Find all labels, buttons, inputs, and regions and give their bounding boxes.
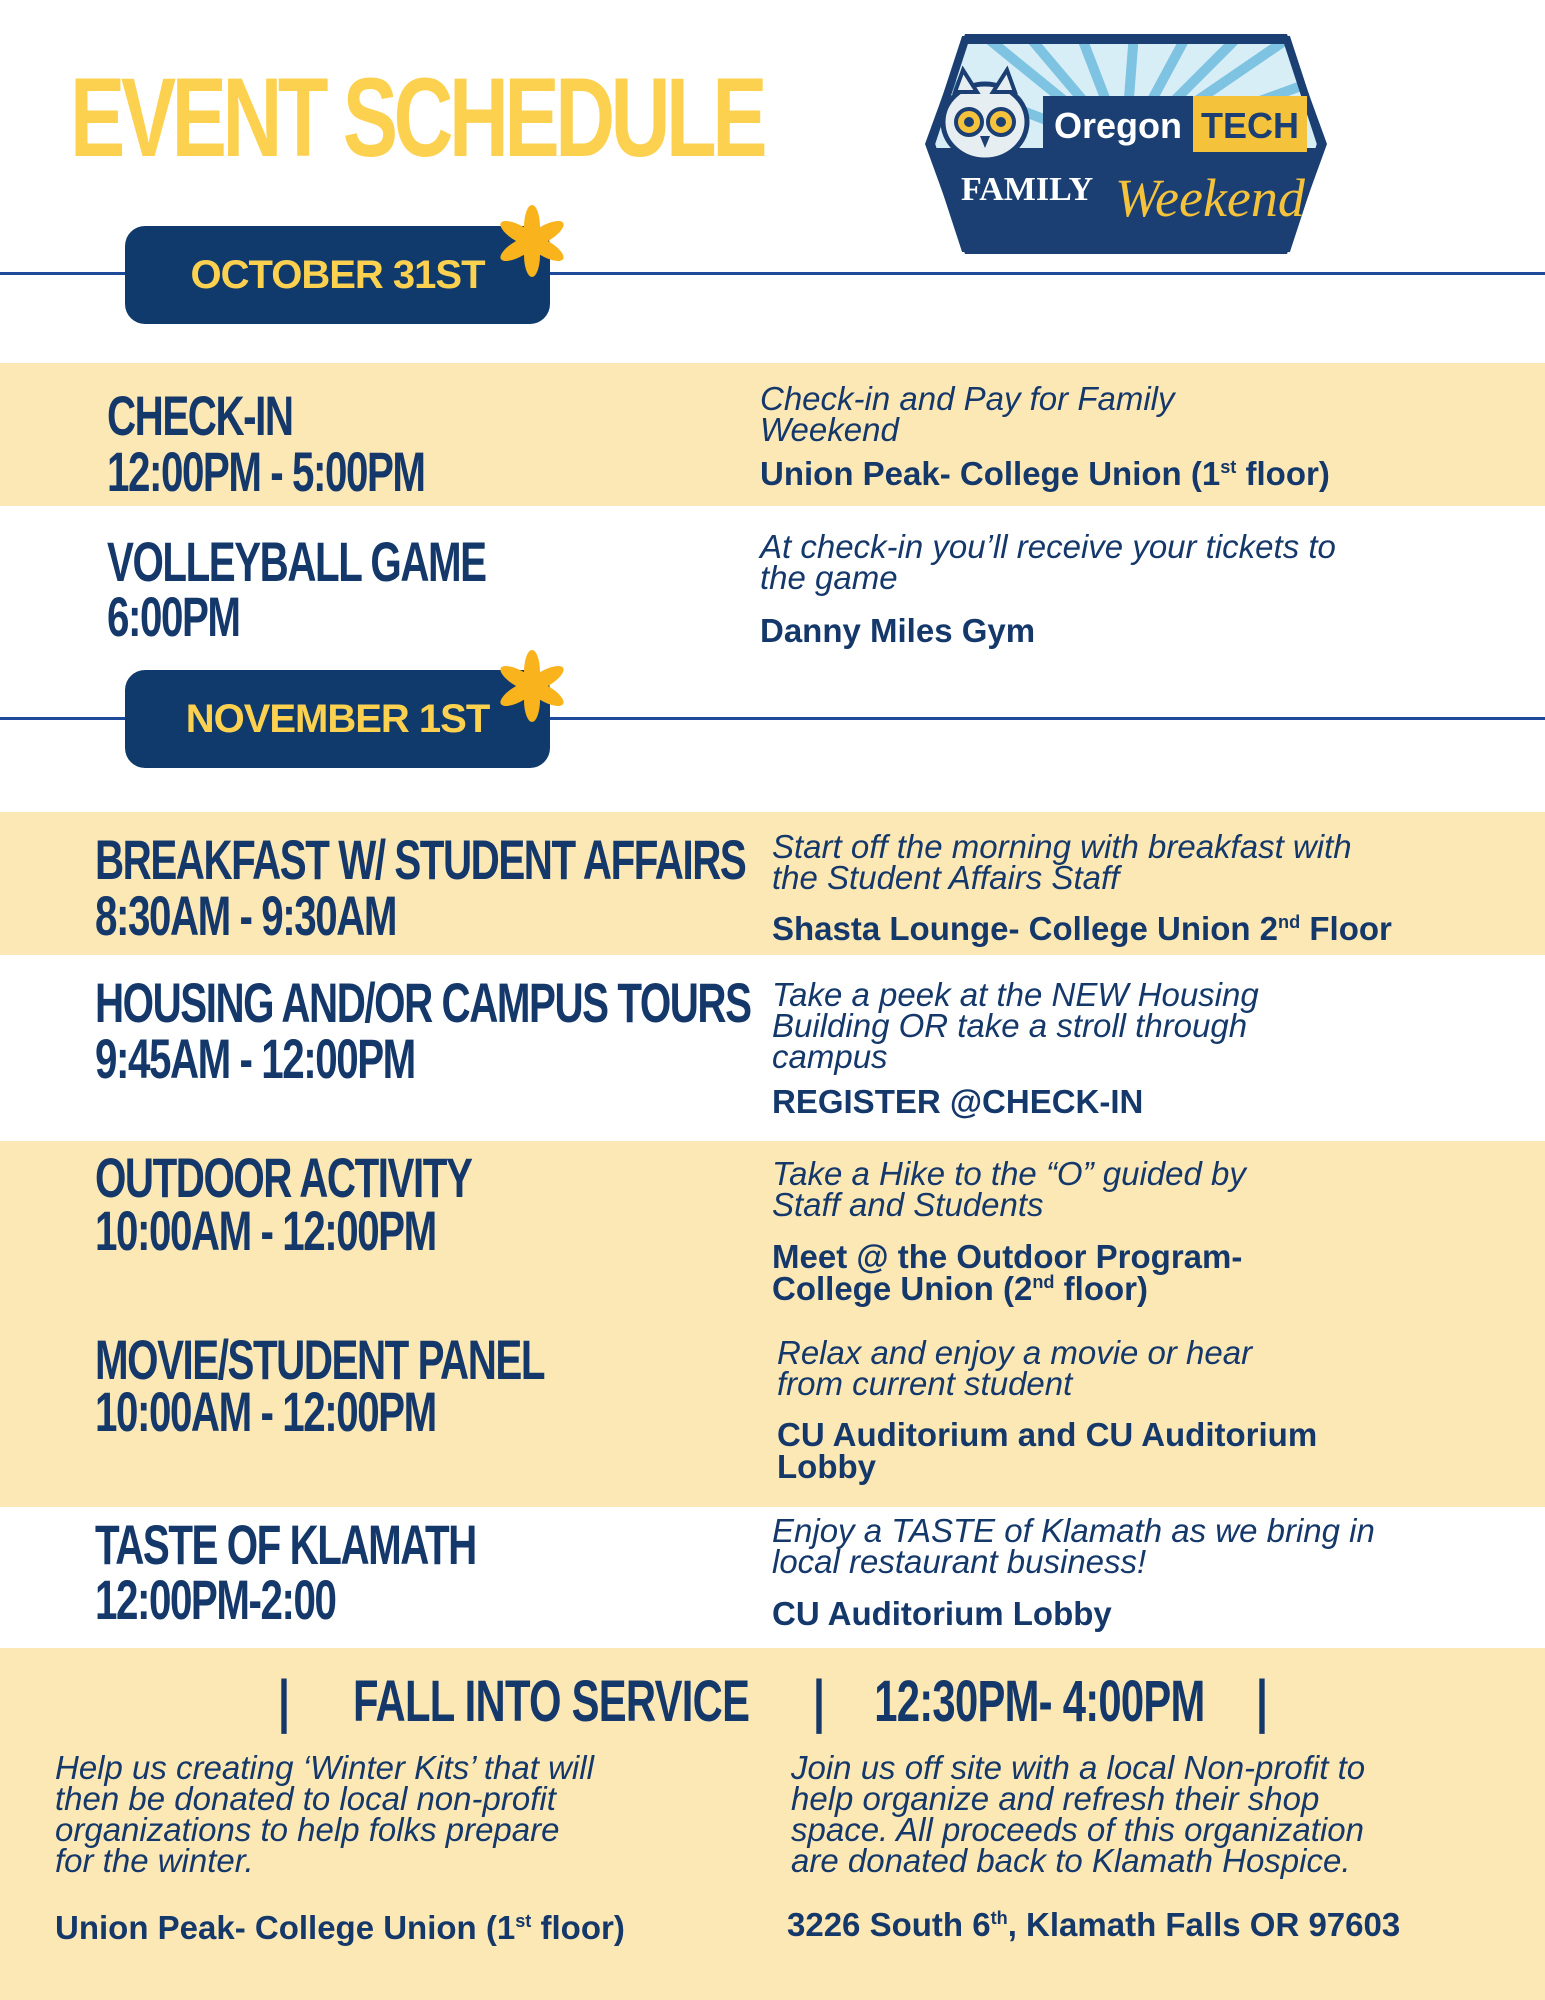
event-description: Take a peek at the NEW Housing Building OR take a stroll through campus [772,976,1259,1075]
service-left-location: Union Peak- College Union (1st floor) [55,1909,625,1946]
event-time: 10:00AM - 12:00PM [95,1380,436,1443]
logo-text-weekend: Weekend [1115,168,1305,228]
event-description: Start off the morning with breakfast with the Student Affairs Staff [772,828,1352,896]
event-name: BREAKFAST W/ STUDENT AFFAIRS [95,828,746,891]
event-time: 10:00AM - 12:00PM [95,1199,436,1262]
date-banner-oct-31: OCTOBER 31ST [125,226,550,324]
event-name: HOUSING AND/OR CAMPUS TOURS [95,971,751,1034]
event-description: At check-in you’ll receive your tickets to the game [760,528,1336,596]
event-description: Check-in and Pay for Family Weekend [760,380,1175,448]
event-location: CU Auditorium and CU Auditorium Lobby [777,1416,1318,1485]
event-name: VOLLEYBALL GAME [107,530,486,593]
service-time: 12:30PM- 4:00PM [874,1669,1205,1734]
event-time: 12:00PM-2:00 [95,1568,336,1631]
event-location: REGISTER @CHECK-IN [772,1083,1144,1120]
event-location: CU Auditorium Lobby [772,1595,1112,1632]
service-title: FALL INTO SERVICE [352,1669,750,1734]
event-location: Union Peak- College Union (1st floor) [760,455,1330,492]
star-icon [496,650,568,722]
event-time: 8:30AM - 9:30AM [95,884,397,947]
logo-text-family: FAMILY [961,171,1094,208]
service-right-description: Join us off site with a local Non-profit to help organize and refresh their shop space. All proceeds of this organization are donated back to Klamath Hospice. [791,1749,1366,1879]
event-description: Take a Hike to the “O” guided by Staff and Students [772,1155,1246,1223]
date-banner-nov-1: NOVEMBER 1ST [125,670,550,768]
page-title: EVENT SCHEDULE [70,55,764,180]
service-left-description: Help us creating ‘Winter Kits’ that will then be donated to local non-profit organizations to help folks prepare for the winter. [55,1749,594,1879]
logo-badge-icon [925,30,1327,258]
logo-text-oregon: Oregon [1053,105,1183,146]
event-time: 6:00PM [107,585,240,648]
oregon-tech-family-weekend-logo [925,30,1327,258]
event-time: 9:45AM - 12:00PM [95,1027,415,1090]
star-icon [496,205,568,277]
event-time: 12:00PM - 5:00PM [107,440,425,503]
event-description: Enjoy a TASTE of Klamath as we bring in local restaurant business! [772,1512,1375,1580]
service-right-location: 3226 South 6th, Klamath Falls OR 97603 [787,1906,1401,1943]
event-location: Meet @ the Outdoor Program- College Union (2nd floor) [772,1238,1243,1307]
event-name: MOVIE/STUDENT PANEL [95,1328,545,1391]
event-location: Danny Miles Gym [760,612,1036,649]
event-name: TASTE OF KLAMATH [95,1513,476,1576]
event-location: Shasta Lounge- College Union 2nd Floor [772,910,1392,947]
event-name: OUTDOOR ACTIVITY [95,1146,472,1209]
event-description: Relax and enjoy a movie or hear from current student [777,1334,1253,1402]
logo-text-tech: TECH [1201,105,1299,146]
service-header: | FALL INTO SERVICE | 12:30PM- 4:00PM | [278,1669,1267,1734]
event-name: CHECK-IN [107,384,293,447]
